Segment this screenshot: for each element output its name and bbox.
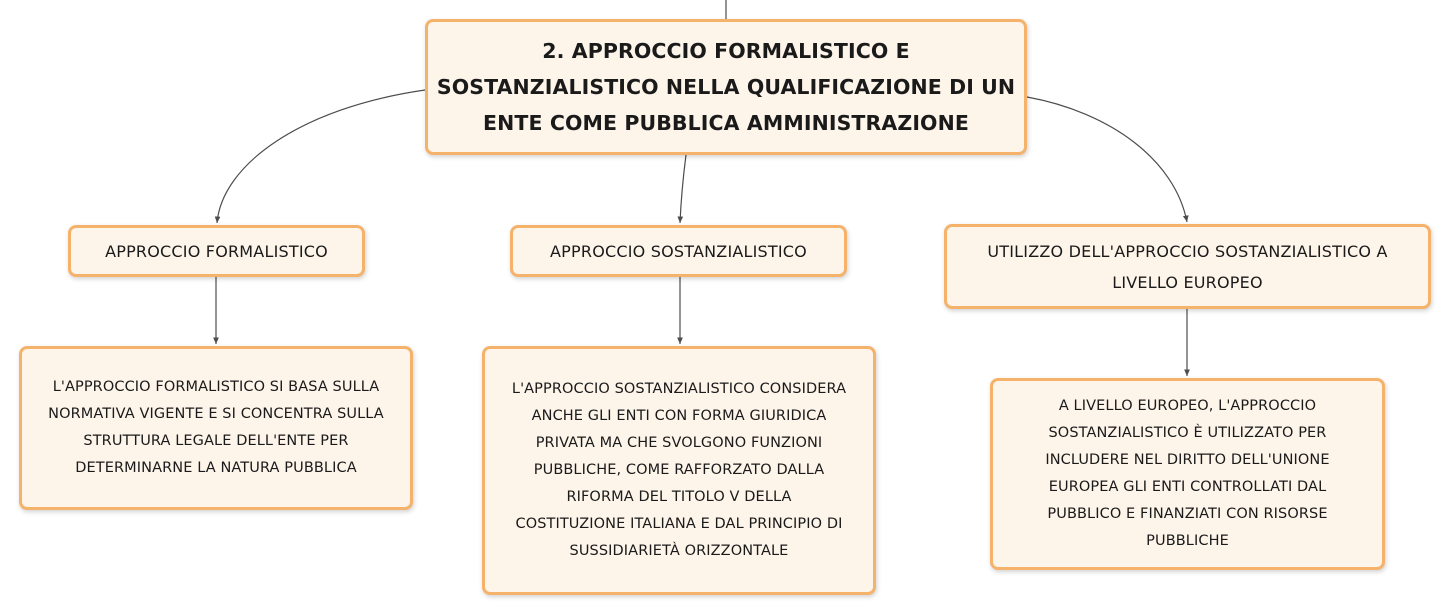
connector-root-europa bbox=[1027, 97, 1187, 222]
topic-label: UTILIZZO DELL'APPROCCIO SOSTANZIALISTICO A LIVELLO EUROPEO bbox=[987, 241, 1388, 292]
topic-livello-europeo[interactable] bbox=[944, 224, 1431, 309]
detail-approccio-sostanzialistico[interactable] bbox=[482, 346, 876, 595]
detail-text: L'APPROCCIO SOSTANZIALISTICO CONSIDERA ANCHE GLI ENTI CON FORMA GIURIDICA PRIVATA MA CHE SVOLGONO FUNZIONI PUBBLICHE, COME RAFFORZATO DALLA RIFORMA DEL TITOLO V DELLA COSTITUZIONE ITALIANA E DAL PRINCIPIO DI SUSSIDIARIETÀ ORIZZONTALE bbox=[511, 381, 847, 559]
connector-root-sostanz bbox=[680, 155, 686, 223]
detail-livello-europeo[interactable] bbox=[990, 378, 1385, 570]
root-topic-node[interactable] bbox=[425, 19, 1027, 155]
root-topic-title: 2. APPROCCIO FORMALISTICO E SOSTANZIALISTICO NELLA QUALIFICAZIONE DI UN ENTE COME PUBBLICA AMMINISTRAZIONE bbox=[436, 39, 1016, 135]
topic-label: APPROCCIO FORMALISTICO bbox=[105, 241, 328, 261]
detail-text: L'APPROCCIO FORMALISTICO SI BASA SULLA NORMATIVA VIGENTE E SI CONCENTRA SULLA STRUTTURA LEGALE DELL'ENTE PER DETERMINARNE LA NATURA PUBBLICA bbox=[48, 379, 384, 476]
topic-label: APPROCCIO SOSTANZIALISTICO bbox=[550, 241, 807, 261]
topic-approccio-sostanzialistico[interactable] bbox=[510, 225, 847, 277]
topic-approccio-formalistico[interactable] bbox=[68, 225, 365, 277]
detail-approccio-formalistico[interactable] bbox=[19, 346, 413, 510]
detail-text: A LIVELLO EUROPEO, L'APPROCCIO SOSTANZIALISTICO È UTILIZZATO PER INCLUDERE NEL DIRITTO DELL'UNIONE EUROPEA GLI ENTI CONTROLLATI DAL PUBBLICO E FINANZIATI CON RISORSE PUBBLICHE bbox=[1045, 398, 1330, 549]
connector-root-formal bbox=[217, 90, 425, 223]
